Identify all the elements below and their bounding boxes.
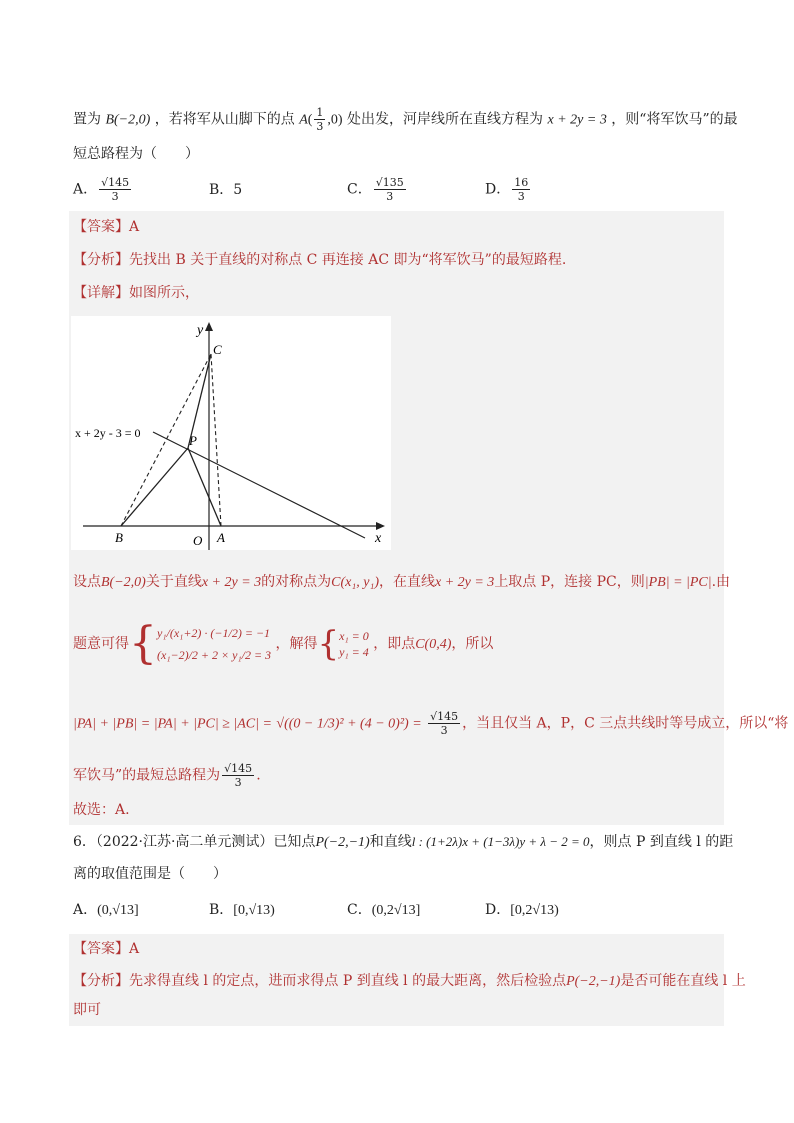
q5-stem-line2: 短总路程为（ ）: [73, 146, 199, 162]
point-a-label: A: [217, 530, 225, 545]
q5-analysis: 【分析】先找出 B 关于直线的对称点 C 再连接 AC 即为“将军饮马”的最短路程.: [73, 252, 567, 268]
frac-one-third: $\frac{1}{3}$: [316, 106, 324, 133]
point-c-label: C: [213, 342, 222, 357]
q5-solution-line4: 军饮马”的最短总路程为 $\frac{√145}{3}$ .: [73, 762, 261, 789]
dashed-bc: [121, 354, 211, 526]
q5-option-d: D． $\frac{16}{3}$: [485, 176, 529, 203]
q5-solution-line2: 题意可得{y₁/(x₁+2) · (−1/2) = −1 (x₁−2)/2 + 2 × y₁/2 = 3 ，解得{x₁ = 0 y₁ = 4 ，即点C(0,4)，所以: [73, 618, 494, 669]
q6-option-b: B．[0,√13): [209, 902, 275, 918]
q5-option-c: C． $\frac{√135}{3}$: [347, 176, 404, 203]
q5-detail: 【详解】如图所示，: [73, 285, 199, 301]
solution-system: x₁ = 0 y₁ = 4: [339, 629, 369, 659]
q5-option-a: A． $\frac{√145}{3}$: [73, 176, 130, 203]
q6-analysis-line2: 即可: [73, 1002, 101, 1018]
q6-analysis-line1: 【分析】先求得直线 l 的定点，进而求得点 P 到直线 l 的最大距离，然后检验点P(−2,−1)是否可能在直线 l 上: [73, 973, 746, 989]
point-p-label: P: [189, 433, 197, 448]
y-label: y: [197, 323, 204, 338]
q6-option-a: A．(0,√13]: [73, 902, 139, 918]
figure-svg: [71, 316, 391, 550]
q5-choose: 故选：A.: [73, 802, 130, 818]
q6-stem-line1: 6．（2022·江苏·高二单元测试）已知点P(−2,−1)和直线l : (1+2λ)x + (1−3λ)y + λ − 2 = 0，则点 P 到直线 l 的距: [73, 834, 734, 850]
q5-option-b: B．5: [209, 182, 243, 198]
segment-pa: [188, 448, 221, 526]
q5-answer: 【答案】A: [73, 219, 140, 235]
geometry-figure: [71, 316, 391, 550]
x-axis-arrow: [376, 522, 385, 530]
y-axis-arrow: [205, 322, 213, 331]
line-label: x + 2y - 3 = 0: [75, 426, 141, 440]
point-b-label: B: [115, 530, 123, 545]
q5-solution-line1: 设点B(−2,0)关于直线x + 2y = 3的对称点为C(x₁, y₁)，在直线x + 2y = 3上取点 P，连接 PC，则|PB| = |PC|.由: [73, 574, 731, 590]
equation-system: y₁/(x₁+2) · (−1/2) = −1 (x₁−2)/2 + 2 × y₁/2 = 3: [157, 626, 272, 662]
q6-stem-line2: 离的取值范围是（ ）: [73, 866, 227, 882]
dashed-ac: [211, 354, 221, 526]
q5-stem-line1: 置为 B(−2,0) ，若将军从山脚下的点 A( $\frac{1}{3}$ ,0) 处出发，河岸线所在直线方程为 x + 2y = 3 ，则“将军饮马”的最: [73, 106, 738, 133]
q6-option-c: C．(0,2√13]: [347, 902, 421, 918]
q6-answer: 【答案】A: [73, 941, 140, 957]
q6-option-d: D．[0,2√13): [485, 902, 559, 918]
river-line: [153, 432, 365, 538]
segment-bp: [121, 448, 188, 526]
x-label: x: [375, 531, 382, 546]
origin-label: O: [193, 533, 203, 548]
q5-solution-line3: |PA| + |PB| = |PA| + |PC| ≥ |AC| = √((0 − 1/3)² + (4 − 0)²) = $\frac{√145}{3}$ ，当且仅当 A，P，C 三点共线时等号成立，所以“将: [73, 710, 789, 737]
